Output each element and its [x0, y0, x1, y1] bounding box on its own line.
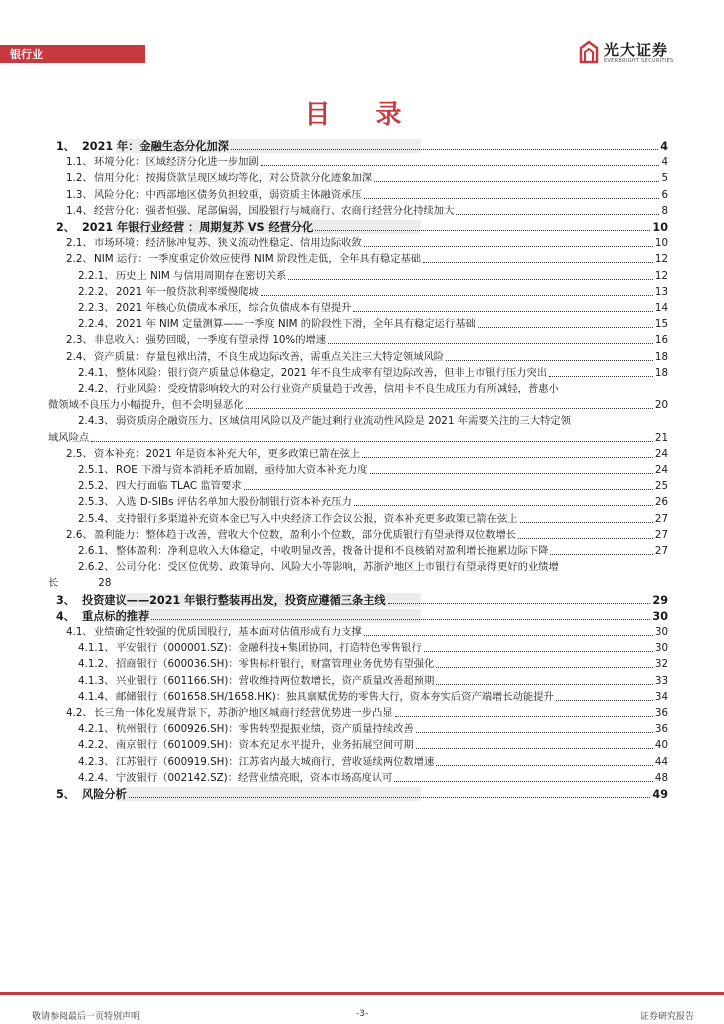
toc-leader [446, 360, 653, 361]
toc-number: 2.4.2、 [78, 383, 115, 395]
toc-number: 1.2、 [66, 172, 93, 185]
toc-page: 5 [661, 172, 668, 185]
toc-leader [364, 246, 653, 247]
toc-row[interactable] [48, 189, 668, 202]
toc-title: 业绩确定性较强的优质国股行，基本面对估值形成有力支撑 [94, 626, 362, 638]
toc-number: 2.1、 [66, 237, 93, 250]
toc-page: 49 [652, 788, 668, 801]
toc-leader [456, 214, 659, 215]
toc-row[interactable] [48, 691, 668, 704]
toc-title-continued: 域风险点 [48, 431, 90, 444]
toc-title: 整体风险：银行资产质量总体稳定，2021 年不良生成率有望边际改善，但非上市银行压力突出 [116, 366, 548, 379]
toc-row[interactable] [48, 221, 668, 234]
toc-leader [416, 732, 653, 733]
section-tag [0, 45, 145, 63]
toc-page: 24 [654, 464, 668, 476]
toc-row[interactable] [48, 545, 668, 558]
toc-leader [151, 619, 650, 620]
toc-title: 四大行面临 TLAC 监管要求 [116, 480, 242, 493]
toc-page: 12 [654, 253, 668, 266]
toc-title: 江苏银行（600919.SH)：江苏省内最大城商行，营收延续两位数增速 [116, 755, 435, 768]
toc-number: 1.1、 [66, 156, 93, 169]
brand-logo [578, 38, 698, 68]
page-title: 目 录 [304, 100, 420, 130]
toc-row[interactable] [48, 156, 668, 169]
toc-row[interactable] [48, 415, 668, 428]
toc-number: 4.2.4、 [78, 771, 115, 784]
toc-row-continued[interactable] [48, 432, 668, 445]
toc-row[interactable] [48, 140, 668, 153]
toc-leader [231, 149, 658, 150]
toc-number: 3、 [56, 593, 75, 607]
toc-title: 2021 年银行业经营 ：周期复苏 VS 经营分化 [82, 221, 314, 234]
toc-page: 8 [661, 204, 668, 217]
toc-page: 32 [654, 658, 668, 671]
toc-page: 26 [654, 496, 668, 509]
toc-page: 4 [661, 156, 668, 169]
toc-leader [288, 279, 653, 280]
toc-title: 历史上 NIM 与信用周期存在密切关系 [116, 269, 287, 282]
toc-number: 2.3、 [66, 334, 93, 347]
toc-number: 4.1、 [66, 626, 93, 638]
toc-page: 27 [654, 545, 668, 557]
toc-number: 4.1.2、 [78, 658, 115, 671]
toc-number: 1.4、 [66, 204, 93, 217]
brand-name: 光大证券 [604, 41, 669, 59]
toc-title: 非息收入：强势回暖，一季度有望录得 10%的增速 [94, 334, 327, 347]
toc-leader [550, 554, 652, 555]
toc-leader [423, 262, 653, 263]
toc-title: 资本补充：2021 年是资本补充大年，更多政策已箭在弦上 [94, 447, 361, 460]
toc-page: 36 [654, 707, 668, 719]
toc-page: 30 [654, 626, 668, 638]
toc-page: 33 [654, 674, 668, 687]
toc-page: 44 [654, 755, 668, 768]
toc-number: 2.5、 [66, 447, 93, 460]
toc-row[interactable] [48, 529, 668, 542]
toc-leader [388, 603, 651, 604]
toc-page: 20 [654, 399, 668, 412]
toc-row[interactable] [48, 351, 668, 364]
toc-title-continued: 长 [48, 577, 59, 590]
toc-title: NIM 运行：一季度重定价效应使得 NIM 阶段性走低，全年具有稳定基础 [94, 253, 422, 266]
toc-row-continued[interactable] [48, 577, 668, 590]
toc-number: 1.3、 [66, 188, 93, 201]
toc-title: 整体盈利：净利息收入大体稳定，中收明显改善，拨备计提和不良核销对盈利增长拖累边际下降 [116, 545, 549, 557]
toc-number: 2.4.3、 [78, 415, 115, 428]
toc-number: 5、 [56, 788, 75, 801]
toc-row[interactable] [48, 367, 668, 380]
toc-title: 南京银行（601009.SH)：资本充足水平提升，业务拓展空间可期 [116, 739, 414, 752]
toc-page: 15 [654, 318, 668, 331]
toc-page: 6 [661, 188, 668, 201]
toc-row[interactable] [48, 626, 668, 639]
toc-row[interactable] [48, 594, 668, 607]
toc-page: 34 [654, 690, 668, 703]
toc-number: 2.5.2、 [78, 480, 115, 493]
toc-page: 25 [654, 480, 668, 493]
toc-row[interactable] [48, 334, 668, 347]
toc-number: 4.2、 [66, 707, 93, 719]
toc-number: 2、 [56, 221, 75, 234]
toc-page: 36 [654, 723, 668, 736]
footer-disclaimer: 敬请参阅最后一页特别声明 [32, 1012, 141, 1022]
toc-title: 2021 年 NIM 定量测算——一季度 NIM 的阶段性下滑，全年具有稳定运行基础 [116, 318, 476, 331]
toc-title: 环境分化：区域经济分化进一步加剧 [94, 156, 259, 169]
brand-mark-icon [578, 40, 600, 64]
toc-row[interactable] [48, 286, 668, 299]
toc-number: 2.2.1、 [78, 269, 115, 282]
toc-row[interactable] [48, 496, 668, 509]
toc-row[interactable] [48, 675, 668, 688]
toc-number: 2.6.2、 [78, 561, 115, 574]
toc-row[interactable] [48, 707, 668, 720]
toc-leader [362, 457, 653, 458]
toc-page: 12 [654, 269, 668, 282]
toc-title: 兴业银行（601166.SH)：营收维持两位数增长，资产质量改善超预期 [116, 674, 435, 687]
toc-leader [353, 311, 652, 312]
toc-title: 信用分化：按揭贷款呈现区域均等化，对公贷款分化迹象加深 [94, 172, 373, 185]
section-tag-label: 银行业 [10, 48, 43, 61]
toc-leader [354, 505, 653, 506]
toc-number: 4.2.3、 [78, 755, 115, 768]
toc-row[interactable] [48, 788, 668, 801]
toc-title: 支持银行多渠道补充资本金已写入中央经济工作会议公报，资本补充更多政策已箭在弦上 [116, 512, 518, 525]
toc-page: 14 [654, 302, 668, 314]
toc-title: 长三角一体化发展背景下，苏浙沪地区城商行经营优势进一步凸显 [94, 707, 393, 719]
toc-number: 2.2.3、 [78, 302, 115, 314]
toc-row[interactable] [48, 383, 668, 396]
toc-row[interactable] [48, 561, 668, 574]
toc-leader [436, 667, 653, 668]
toc-row[interactable] [48, 302, 668, 315]
toc-page: 28 [98, 577, 112, 590]
footer-divider [0, 992, 724, 995]
toc-number: 2.4.1、 [78, 366, 115, 379]
toc-leader [395, 716, 653, 717]
toc-page: 18 [654, 366, 668, 379]
toc-title: 公司分化：受区位优势、政策导向、风险大小等影响，苏浙沪地区上市银行有望录得更好的业绩增 [116, 561, 559, 574]
toc-title-continued: 微领域不良压力小幅提升，但不会明显恶化 [48, 399, 244, 412]
toc-number: 2.2.4、 [78, 318, 115, 331]
page-footer [0, 992, 724, 1024]
toc-title: 盈利能力：整体趋于改善，营收大个位数，盈利小个位数，部分优质银行有望录得双位数增长 [94, 528, 517, 541]
toc-title: 宁波银行（002142.SZ)：经营业绩亮眼，资本市场高度认可 [116, 771, 393, 784]
toc-title: 风险分析 [82, 788, 127, 801]
toc-row[interactable] [48, 172, 668, 185]
toc-row[interactable] [48, 723, 668, 736]
toc-number: 1、 [56, 140, 75, 153]
toc-row[interactable] [48, 480, 668, 493]
toc-leader [91, 441, 653, 442]
toc-page: 30 [652, 609, 668, 623]
toc-leader [549, 376, 653, 377]
toc-leader [416, 748, 653, 749]
toc-number: 2.2、 [66, 253, 93, 266]
toc-leader [374, 181, 659, 182]
toc-page: 13 [654, 285, 668, 298]
toc-number: 4.1.3、 [78, 674, 115, 687]
toc-leader [436, 765, 653, 766]
footer-report-type: 证券研究报告 [639, 1012, 694, 1022]
toc-leader [370, 473, 653, 474]
toc-title: 行业风险：受疫情影响较大的对公行业资产质量趋于改善，信用卡不良生成压力有所减轻，普惠小 [116, 383, 559, 395]
toc-row[interactable] [48, 513, 668, 526]
toc-title: ROE 下滑与资本消耗矛盾加剧，亟待加大资本补充力度 [116, 464, 368, 476]
toc-number: 2.5.3、 [78, 496, 115, 509]
toc-number: 2.4、 [66, 350, 93, 363]
toc-title: 市场环境：经济脉冲复苏、狭义流动性稳定、信用边际收敛 [94, 237, 362, 250]
toc-leader [364, 198, 660, 199]
toc-number: 2.6、 [66, 528, 93, 541]
toc-page: 4 [660, 140, 668, 153]
toc-number: 2.5.1、 [78, 464, 115, 476]
toc-page: 21 [654, 431, 668, 444]
toc-title: 平安银行（000001.SZ)：金融科技+集团协同，打造特色零售银行 [116, 642, 422, 655]
toc-row[interactable] [48, 237, 668, 250]
toc-page: 48 [654, 771, 668, 784]
toc-row[interactable] [48, 772, 668, 785]
toc-row[interactable] [48, 448, 668, 461]
toc-row[interactable] [48, 642, 668, 655]
toc-leader [328, 343, 653, 344]
toc-leader [394, 781, 652, 782]
toc-title: 邮储银行（601658.SH/1658.HK)：独具禀赋优势的零售大行，资本夯实后资产端增长动能提升 [116, 690, 554, 703]
toc-row[interactable] [48, 464, 668, 477]
toc-title: 投资建议——2021 年银行整装再出发，投资应遵循三条主线 [82, 593, 386, 607]
brand-name-en: EVERBRIGHT SECURITIES [604, 58, 674, 64]
toc-leader [364, 635, 653, 636]
toc-number: 2.5.4、 [78, 512, 115, 525]
toc-title: 经营分化：强者恒强、尾部偏弱，国股银行与城商行、农商行经营分化持续加大 [94, 204, 455, 217]
toc-leader [520, 522, 653, 523]
toc-number: 4.1.4、 [78, 690, 115, 703]
toc-row[interactable] [48, 253, 668, 266]
toc-title: 风险分化：中西部地区债务负担较重，弱资质主体融资承压 [94, 188, 362, 201]
toc-page: 10 [652, 221, 668, 234]
toc-title: 2021 年核心负债成本承压，综合负债成本有望提升 [116, 302, 352, 314]
toc-row[interactable] [48, 658, 668, 671]
toc-page: 30 [654, 642, 668, 655]
toc-page: 40 [654, 739, 668, 752]
page-number: -3- [356, 1009, 369, 1019]
toc-leader [261, 165, 660, 166]
toc-title: 杭州银行（600926.SH)：零售转型提振业绩，资产质量持续改善 [116, 723, 414, 736]
toc-number: 2.6.1、 [78, 545, 115, 557]
toc-title: 弱资质房企融资压力、区域信用风险以及产能过剩行业流动性风险是 2021 年需要关注的三大特定领 [116, 415, 571, 428]
toc-title: 资产质量：存量包袱出清，不良生成边际改善，需重点关注三大特定领域风险 [94, 350, 445, 363]
toc-page: 27 [654, 528, 668, 541]
toc-leader [478, 327, 653, 328]
toc-page: 10 [654, 237, 668, 250]
toc-title: 招商银行（600036.SH)：零售标杆银行，财富管理业务优势有望强化 [116, 658, 435, 671]
toc-row[interactable] [48, 270, 668, 283]
toc-number: 4.2.2、 [78, 739, 115, 752]
toc-title: 重点标的推荐 [82, 609, 150, 623]
toc-row[interactable] [48, 205, 668, 218]
toc-number: 2.2.2、 [78, 285, 115, 298]
toc-row[interactable] [48, 610, 668, 623]
toc-leader [244, 489, 653, 490]
toc-page: 18 [654, 350, 668, 363]
toc-page: 27 [654, 512, 668, 525]
toc-leader [556, 700, 653, 701]
toc-page: 16 [654, 334, 668, 347]
toc-leader [315, 230, 650, 231]
toc-row[interactable] [48, 756, 668, 769]
toc-leader [424, 651, 653, 652]
toc-title: 2021 年一般贷款利率缓慢爬坡 [116, 285, 259, 298]
toc-number: 4.1.1、 [78, 642, 115, 655]
toc-title: 入选 D-SIBs 评估名单加大股份制银行资本补充压力 [116, 496, 352, 509]
toc-row-continued[interactable] [48, 399, 668, 412]
toc-page: 29 [652, 593, 668, 607]
toc-number: 4、 [56, 609, 75, 623]
toc-number: 4.2.1、 [78, 723, 115, 736]
toc-leader [129, 797, 651, 798]
toc-leader [246, 408, 653, 409]
toc-title: 2021 年：金融生态分化加深 [82, 140, 229, 153]
toc-row[interactable] [48, 739, 668, 752]
toc-row[interactable] [48, 318, 668, 331]
toc-leader [518, 538, 653, 539]
toc-page: 24 [654, 447, 668, 460]
toc-leader [436, 684, 653, 685]
toc-leader [261, 295, 653, 296]
